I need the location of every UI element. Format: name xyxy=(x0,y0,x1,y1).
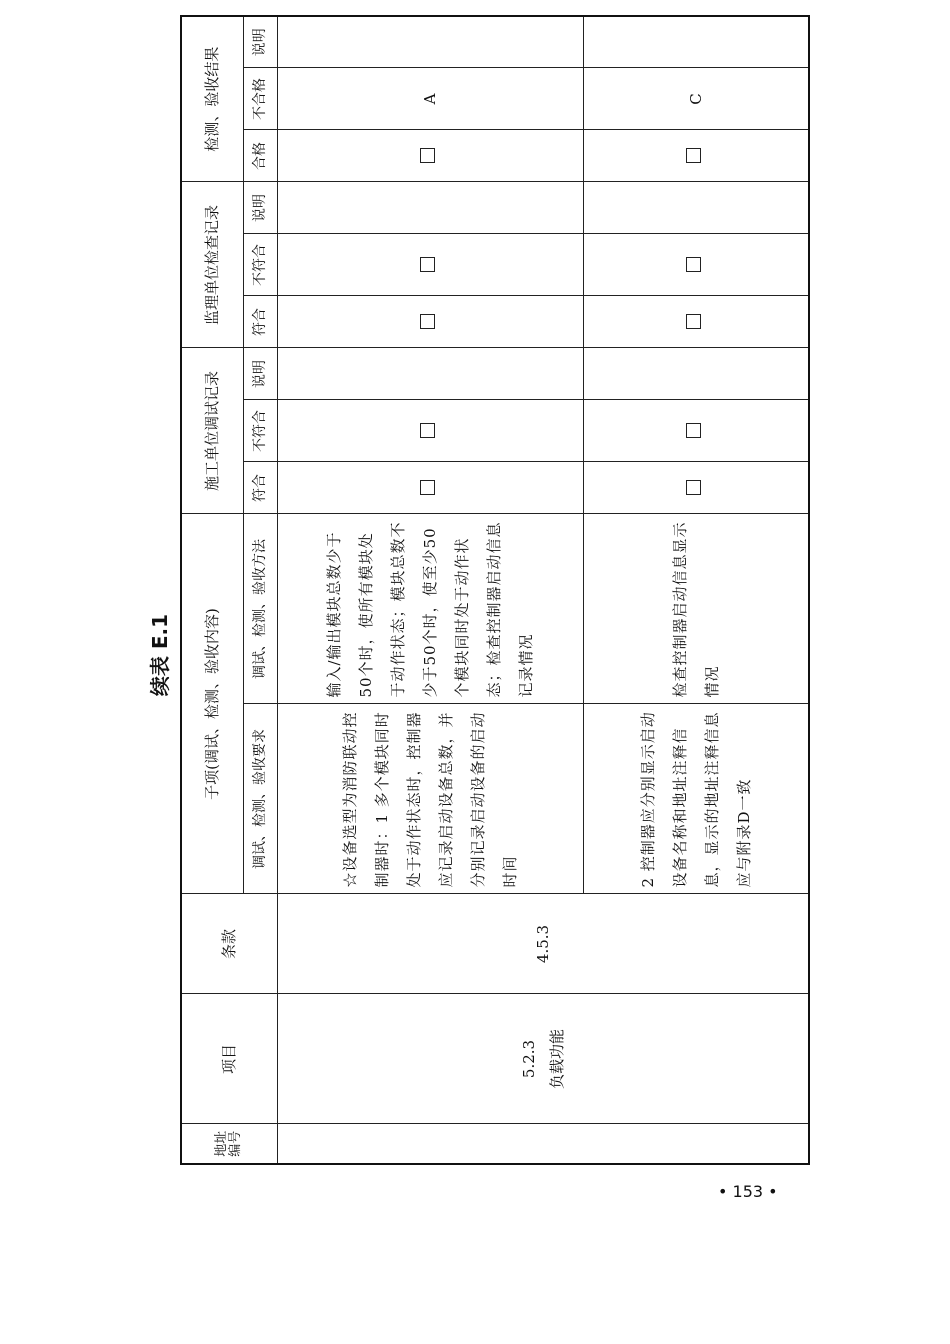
subitem-group-header: 子项(调试、检测、验收内容) xyxy=(181,514,243,894)
addr-code-cell xyxy=(277,1124,809,1164)
inspection-table xyxy=(180,15,810,1165)
method-header: 调试、检测、验收方法 xyxy=(243,514,277,704)
addr-code-header: 地址编号 xyxy=(181,1124,277,1164)
page-number: • 153 • xyxy=(718,1182,778,1201)
pass-cell xyxy=(277,130,583,182)
project-header: 项目 xyxy=(181,994,277,1124)
contractor-nonconform-header: 不符合 xyxy=(243,400,277,462)
supervisor-nonconform-cell xyxy=(583,234,809,296)
supervisor-conform-header: 符合 xyxy=(243,296,277,348)
acceptance-note-header: 说明 xyxy=(243,16,277,68)
checkbox[interactable] xyxy=(686,424,701,439)
contractor-header: 施工单位调试记录 xyxy=(181,348,243,514)
fail-grade-cell: C xyxy=(583,68,809,130)
contractor-conform-cell xyxy=(277,462,583,514)
checkbox[interactable] xyxy=(686,481,701,496)
contractor-note-cell xyxy=(277,348,583,400)
acceptance-note-cell xyxy=(583,16,809,68)
project-number: 5.2.3 xyxy=(519,1039,538,1079)
requirement-cell: 2 控制器应分别显示启动设备名称和地址注释信息，显示的地址注释信息应与附录D一致 xyxy=(583,704,809,894)
acceptance-note-cell xyxy=(277,16,583,68)
checkbox[interactable] xyxy=(420,314,435,329)
checkbox[interactable] xyxy=(420,148,435,163)
checkbox[interactable] xyxy=(420,424,435,439)
supervisor-conform-cell xyxy=(583,296,809,348)
checkbox[interactable] xyxy=(686,148,701,163)
project-cell xyxy=(277,994,809,1124)
method-cell: 输入/输出模块总数少于50个时，使所有模块处于动作状态；模块总数不少于50个时，使至少50个模块同时处于动作状态；检查控制器启动信息记录情况 xyxy=(277,514,583,704)
requirement-header: 调试、检测、验收要求 xyxy=(243,704,277,894)
supervisor-nonconform-cell xyxy=(277,234,583,296)
rotated-table-page xyxy=(140,28,780,1195)
checkbox[interactable] xyxy=(686,314,701,329)
contractor-note-cell xyxy=(583,348,809,400)
pass-cell xyxy=(583,130,809,182)
supervisor-note-header: 说明 xyxy=(243,182,277,234)
supervisor-header: 监理单位检查记录 xyxy=(181,182,243,348)
table-row xyxy=(277,16,583,1164)
pass-header: 合格 xyxy=(243,130,277,182)
contractor-conform-header: 符合 xyxy=(243,462,277,514)
table-caption: 续表 E.1 xyxy=(148,613,172,697)
method-cell: 检查控制器启动信息显示情况 xyxy=(583,514,809,704)
supervisor-conform-cell xyxy=(277,296,583,348)
contractor-note-header: 说明 xyxy=(243,348,277,400)
fail-header: 不合格 xyxy=(243,68,277,130)
clause-cell: 4.5.3 xyxy=(277,894,809,994)
contractor-nonconform-cell xyxy=(583,400,809,462)
fail-grade-cell: A xyxy=(277,68,583,130)
supervisor-nonconform-header: 不符合 xyxy=(243,234,277,296)
checkbox[interactable] xyxy=(420,257,435,272)
acceptance-header: 检测、验收结果 xyxy=(181,16,243,182)
supervisor-note-cell xyxy=(583,182,809,234)
clause-header: 条款 xyxy=(181,894,277,994)
supervisor-note-cell xyxy=(277,182,583,234)
project-name: 负载功能 xyxy=(547,1029,566,1090)
contractor-nonconform-cell xyxy=(277,400,583,462)
checkbox[interactable] xyxy=(686,257,701,272)
requirement-cell: ☆设备选型为消防联动控制器时：1 多个模块同时处于动作状态时，控制器应记录启动设备总数，并分别记录启动设备的启动时间 xyxy=(277,704,583,894)
contractor-conform-cell xyxy=(583,462,809,514)
checkbox[interactable] xyxy=(420,481,435,496)
